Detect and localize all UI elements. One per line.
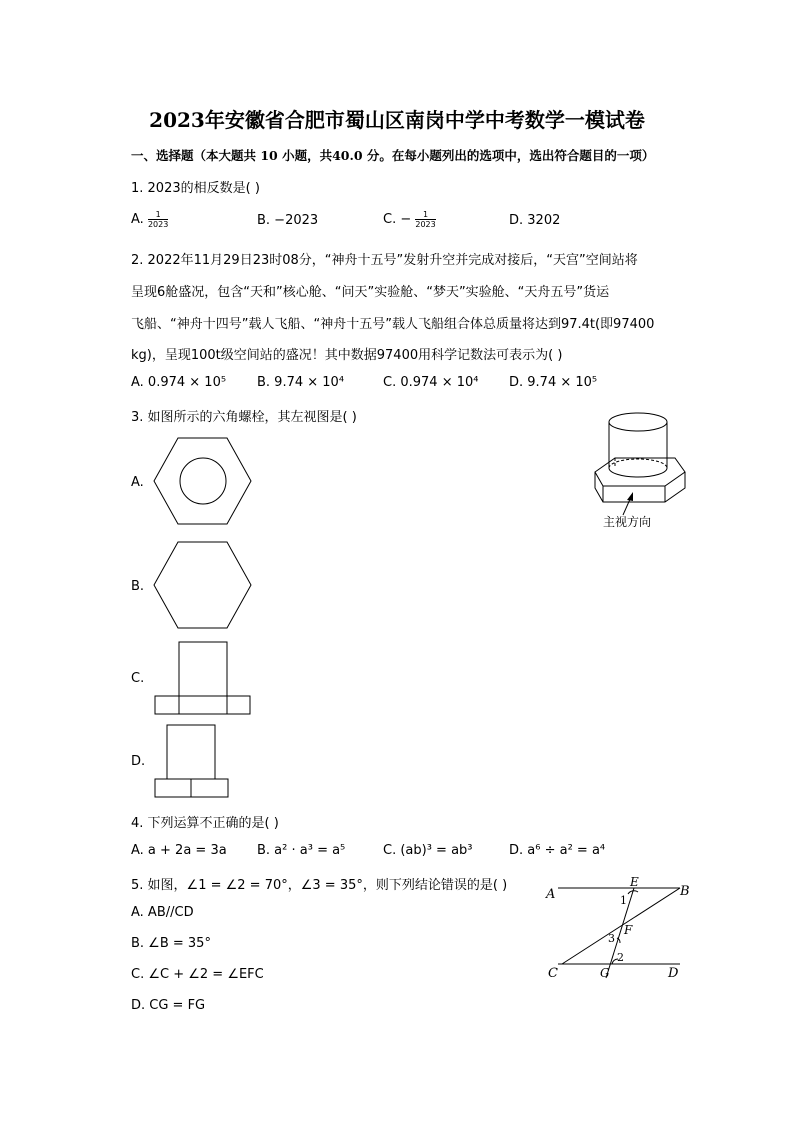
q3-option-b-label[interactable]: B. [131,579,145,594]
q1-a-numerator: 1 [148,210,168,220]
q5-label-E: E [630,875,639,889]
q5-label-C: C [548,966,558,981]
q5-label-G: G [600,966,610,980]
q2-option-b[interactable]: B. 9.74 × 10⁴ [257,375,345,390]
q3-option-b-figure[interactable] [152,540,256,630]
q4-option-c[interactable]: C. (ab)³ = ab³ [383,843,473,858]
q3-option-c-label[interactable]: C. [131,671,145,686]
q2-option-c[interactable]: C. 0.974 × 10⁴ [383,375,479,390]
q1-c-denominator: 2023 [415,220,436,229]
q1-a-fraction [148,210,168,229]
q5-label-A: A [546,887,556,902]
q3-option-d-figure[interactable] [154,724,232,799]
q2-line-1: 2. 2022年11月29日23时08分，“神舟十五号”发射升空并完成对接后，“天宫”空间站将 [131,253,638,268]
q5-option-b[interactable]: B. ∠B = 35° [131,936,211,951]
section-heading: 一、选择题（本大题共 10 小题，共40.0 分。在每小题列出的选项中，选出符合题目的一项） [131,148,655,163]
q1-a-denominator: 2023 [147,220,169,229]
q4-option-a[interactable]: A. a + 2a = 3a [131,843,227,858]
q3-option-a-figure[interactable] [152,436,256,526]
q5-option-d[interactable]: D. CG = FG [131,998,206,1013]
page-title: 2023年安徽省合肥市蜀山区南岗中学中考数学一模试卷 [149,108,645,132]
q1-a-label: A. [131,212,144,227]
q3-option-d-label[interactable]: D. [131,754,146,769]
q3-option-a-label[interactable]: A. [131,475,144,490]
q5-angle-2: 2 [617,951,624,964]
q5-label-B: B [680,884,690,899]
bolt-3d-figure [585,408,695,533]
q1-option-c[interactable] [383,210,436,229]
q5-stem: 5. 如图，∠1 = ∠2 = 70°，∠3 = 35°，则下列结论错误的是( ) [131,878,508,893]
q1-option-d[interactable]: D. 3202 [509,213,561,228]
q1-c-fraction [415,210,435,229]
q2-line-4: kg)，呈现100t级空间站的盛况！其中数据97400用科学记数法可表示为( ) [131,348,563,363]
q3-stem: 3. 如图所示的六角螺栓，其左视图是( ) [131,410,357,425]
q5-option-a[interactable]: A. AB//CD [131,905,194,920]
q2-option-d[interactable]: D. 9.74 × 10⁵ [509,375,598,390]
q2-line-3: 飞船、“神舟十四号”载人飞船、“神舟十五号”载人飞船组合体总质量将达到97.4t(即97400 [131,317,655,332]
q1-option-b[interactable]: B. −2023 [257,213,319,228]
q5-geometry-figure [540,875,700,985]
q4-option-d[interactable]: D. a⁶ ÷ a² = a⁴ [509,843,606,858]
q5-label-D: D [668,966,679,981]
q1-stem: 1. 2023的相反数是( ) [131,181,260,196]
q5-angle-1: 1 [620,894,627,907]
q2-option-a[interactable]: A. 0.974 × 10⁵ [131,375,227,390]
q2-line-2: 呈现6舱盛况，包含“天和”核心舱、“问天”实验舱、“梦天”实验舱、“天舟五号”货运 [131,285,610,300]
q5-option-c[interactable]: C. ∠C + ∠2 = ∠EFC [131,967,264,982]
q1-c-label: C. − [383,212,412,227]
q5-angle-3: 3 [608,932,615,945]
q4-option-b[interactable]: B. a² · a³ = a⁵ [257,843,346,858]
q3-option-c-figure[interactable] [154,641,252,716]
q1-option-a[interactable] [131,210,168,229]
q3-caption: 主视方向 [603,515,652,529]
q5-label-F: F [624,923,633,937]
q1-c-numerator: 1 [415,210,435,220]
q4-stem: 4. 下列运算不正确的是( ) [131,816,279,831]
